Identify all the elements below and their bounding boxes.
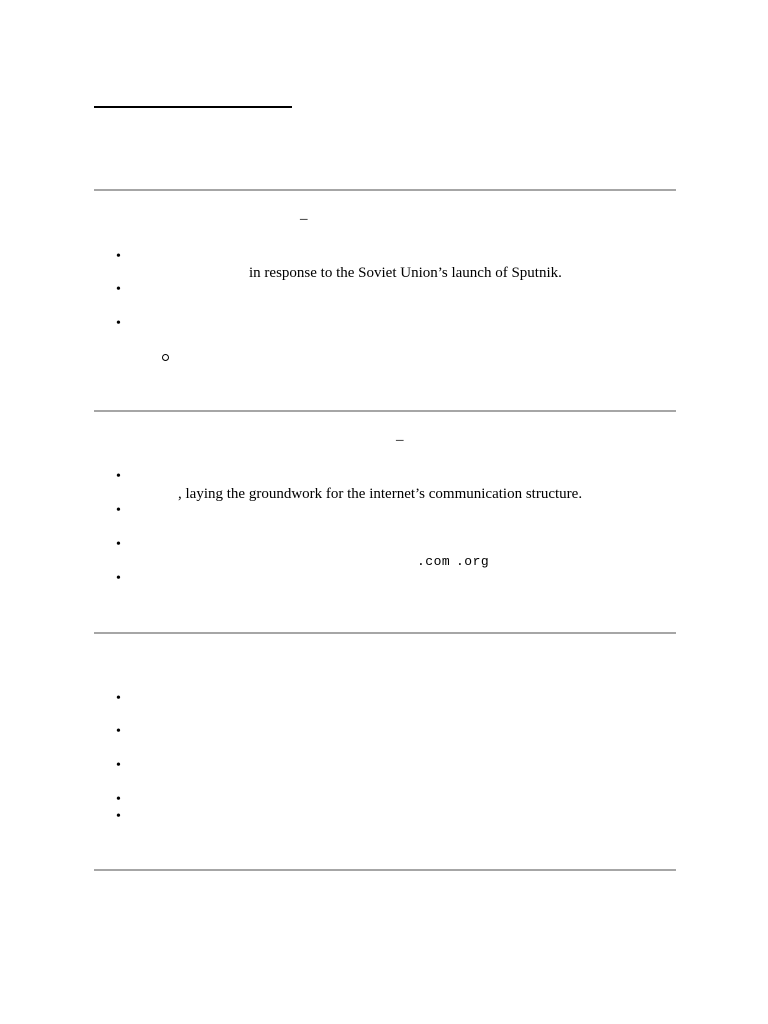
list-bullet: • bbox=[116, 503, 121, 518]
section-heading-dash: – bbox=[300, 211, 308, 227]
list-bullet: • bbox=[116, 792, 121, 807]
code-domain-com: .com bbox=[417, 554, 451, 569]
section-heading-dash: – bbox=[396, 432, 404, 448]
list-item-text: , laying the groundwork for the internet’s communication structure. bbox=[178, 486, 583, 502]
list-item-text: in response to the Soviet Union’s launch of Sputnik. bbox=[249, 265, 562, 281]
sub-list-bullet bbox=[162, 354, 169, 361]
list-bullet: • bbox=[116, 691, 121, 706]
section-divider bbox=[94, 410, 676, 412]
list-bullet: • bbox=[116, 316, 121, 331]
list-bullet: • bbox=[116, 537, 121, 552]
code-domain-org: .org bbox=[456, 554, 490, 569]
list-bullet: • bbox=[116, 282, 121, 297]
list-bullet: • bbox=[116, 724, 121, 739]
section-divider bbox=[94, 189, 676, 191]
list-bullet: • bbox=[116, 469, 121, 484]
section-divider bbox=[94, 869, 676, 871]
list-bullet: • bbox=[116, 758, 121, 773]
list-bullet: • bbox=[116, 809, 121, 824]
list-bullet: • bbox=[116, 249, 121, 264]
section-divider bbox=[94, 632, 676, 634]
list-bullet: • bbox=[116, 571, 121, 586]
page-title-underline bbox=[94, 106, 292, 108]
